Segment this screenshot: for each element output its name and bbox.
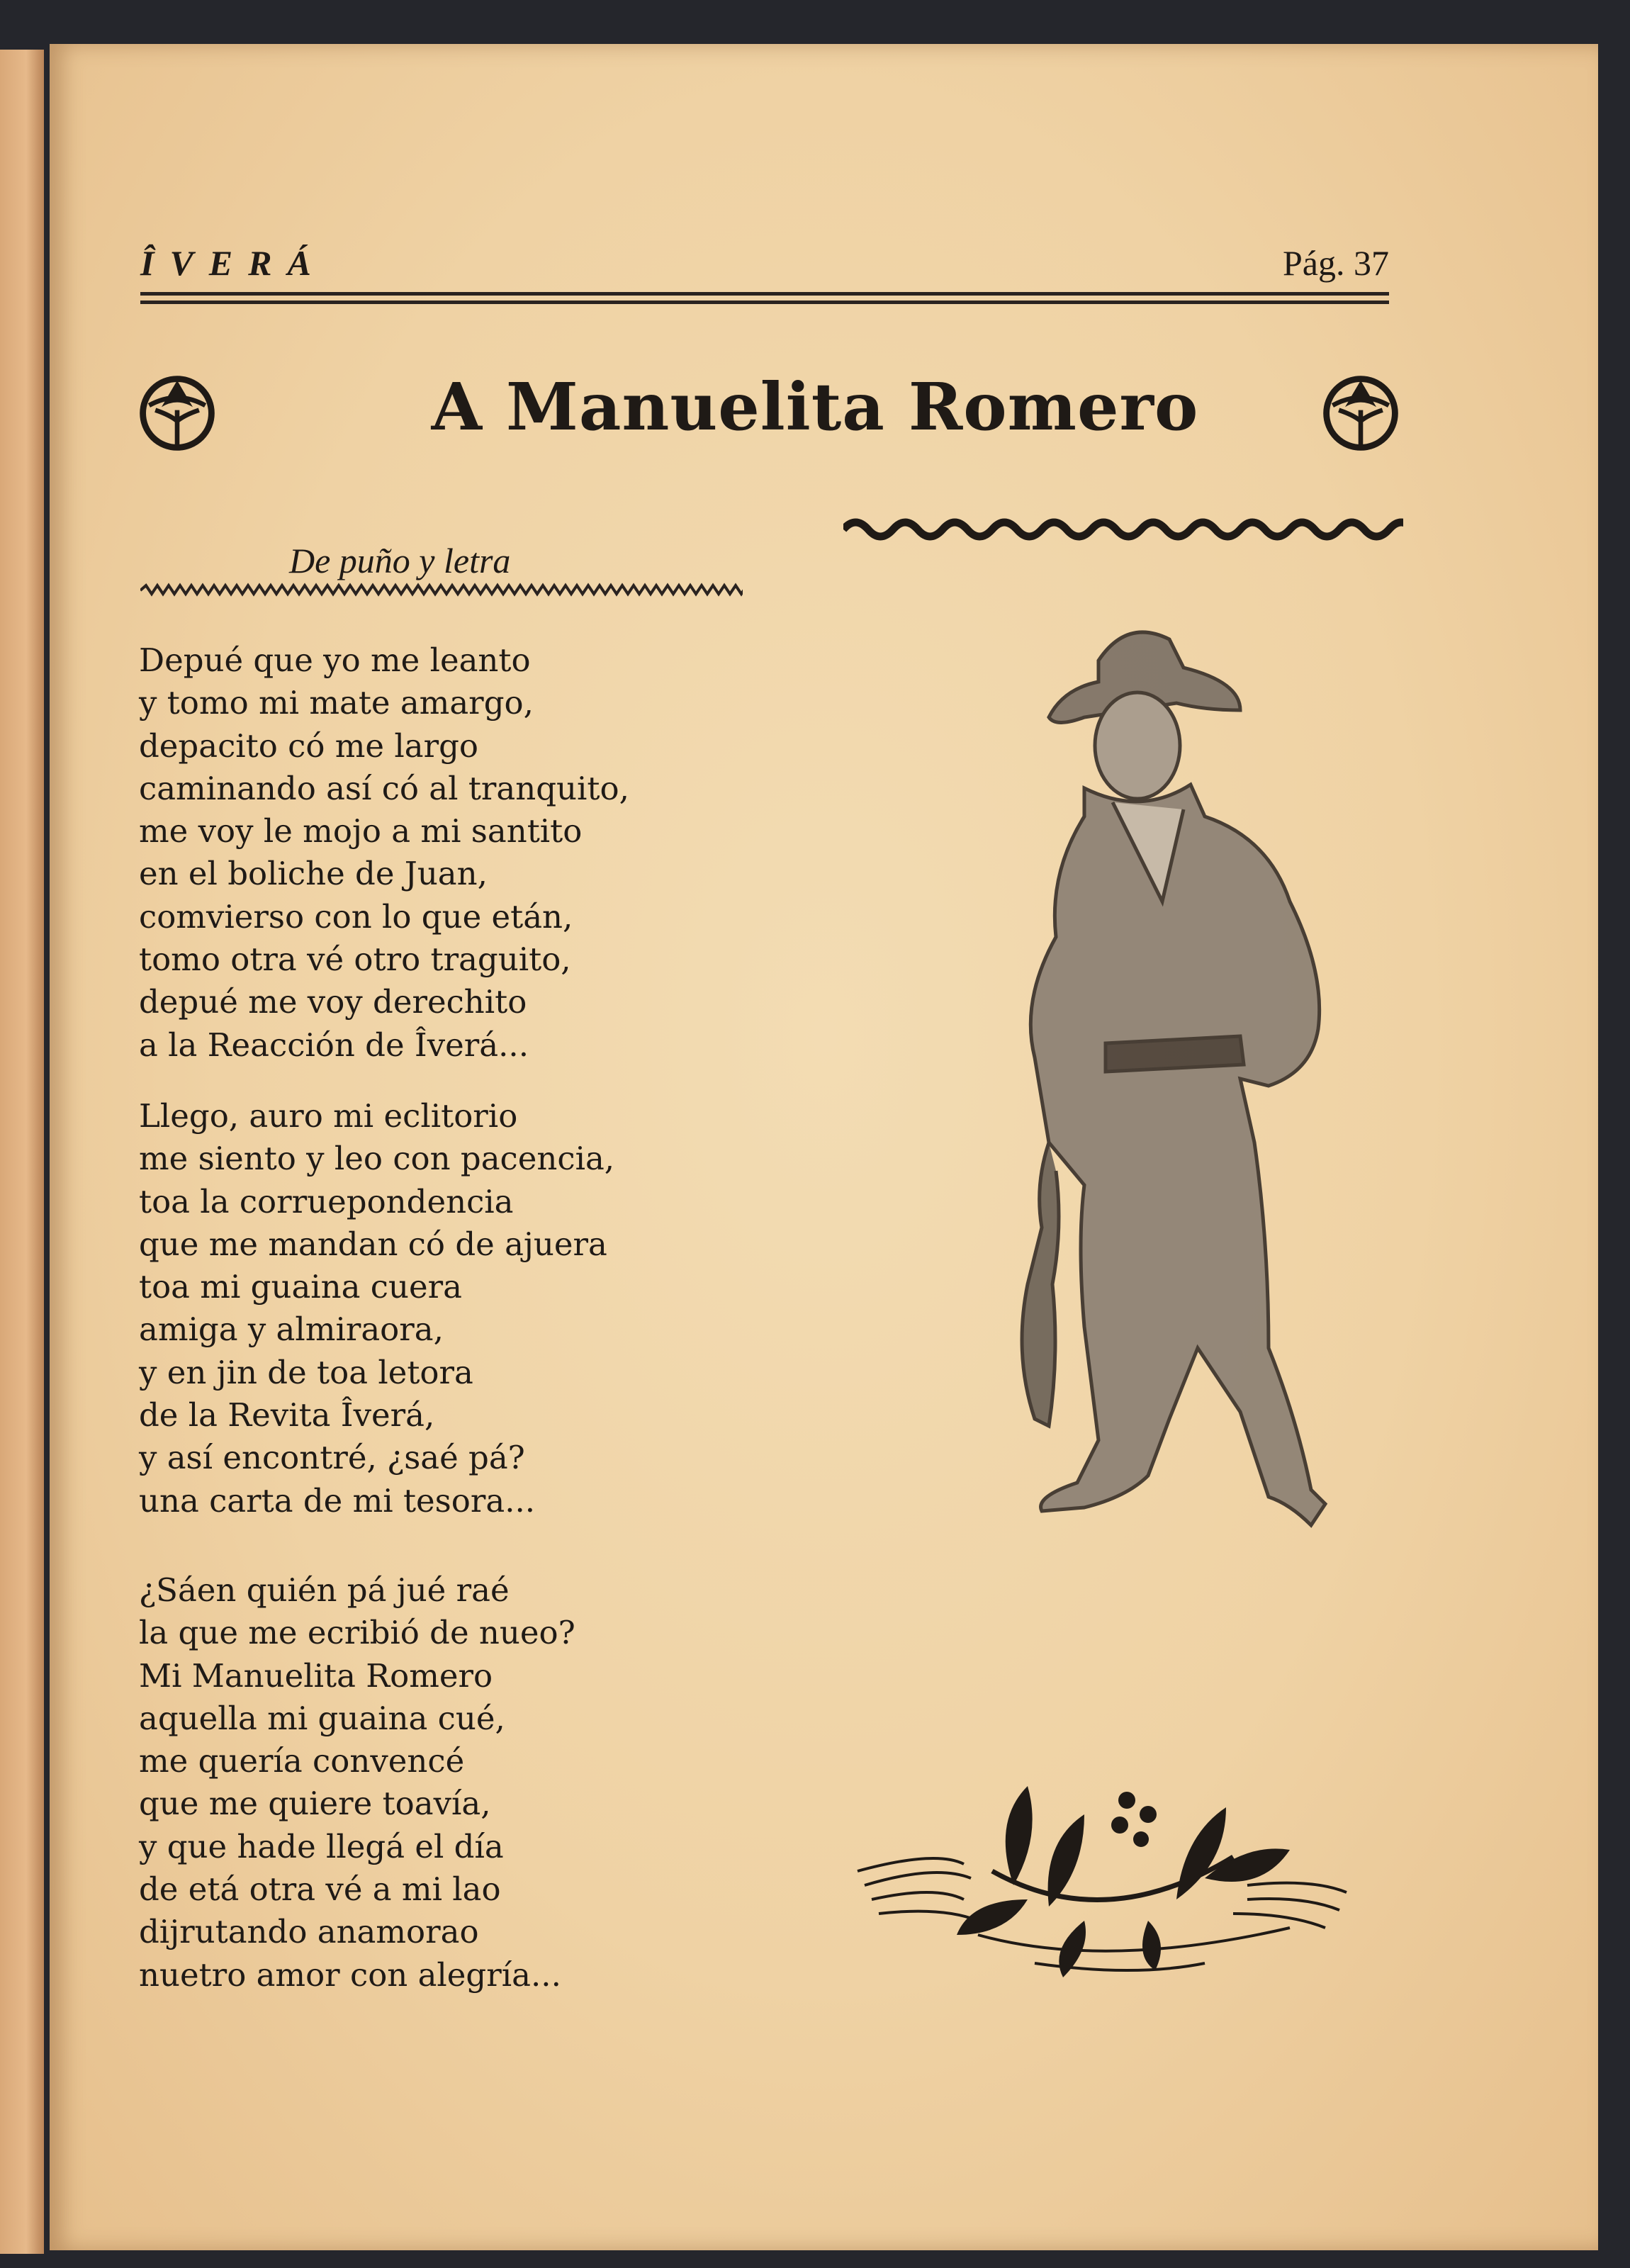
poem-line: tomo otra vé otro traguito, [139, 941, 571, 979]
poem-line: caminando así có al tranquito, [139, 769, 629, 807]
poem-line: toa mi guaina cuera [139, 1268, 462, 1306]
poem-line: depacito có me largo [139, 726, 478, 765]
poem-line: me siento y leo con pacencia, [139, 1140, 615, 1178]
poem-line: y que hade llegá el día [139, 1827, 504, 1865]
article-subtitle: De puño y letra [289, 541, 511, 580]
poem-stanza-3 [139, 1569, 575, 1997]
poem-line: a la Reacción de Îverá... [139, 1026, 529, 1064]
poem-line: aquella mi guaina cué, [139, 1699, 505, 1737]
poem-line: Llego, auro mi eclitorio [139, 1097, 518, 1135]
poem-line: me voy le mojo a mi santito [139, 812, 583, 850]
wavy-ornament [843, 512, 1403, 547]
article-title: A Manuelita Romero [431, 369, 1199, 445]
poem-line: la que me ecribió de nueo? [139, 1614, 575, 1652]
poem-line: Depué que yo me leanto [139, 641, 531, 679]
poem-line: y así encontré, ¿saé pá? [139, 1439, 525, 1477]
poem-line: nuetro amor con alegría... [139, 1955, 561, 1994]
header-rule-top [140, 292, 1389, 296]
previous-page-edge [0, 50, 44, 2254]
poem-line: de la Revita Îverá, [139, 1396, 435, 1435]
poem-line: y en jin de toa letora [139, 1353, 473, 1391]
emblem-icon-right [1322, 374, 1400, 452]
poem-line: me quería convencé [139, 1742, 465, 1780]
poem-line: ¿Sáen quién pá jué raé [139, 1571, 510, 1609]
poem-line: depué me voy derechito [139, 983, 527, 1021]
poem-line: de etá otra vé a mi lao [139, 1870, 501, 1909]
poem-line: una carta de mi tesora... [139, 1481, 536, 1520]
leaf-ornament [850, 1758, 1361, 1984]
magazine-page [50, 44, 1598, 2250]
poem-line: en el boliche de Juan, [139, 855, 488, 893]
poem-line: dijrutando anamorao [139, 1913, 479, 1951]
page-number: Pág. 37 [1283, 243, 1389, 283]
gaucho-illustration [872, 604, 1439, 1667]
running-head: ÎVERÁ [140, 243, 327, 283]
poem-line: comvierso con lo que etán, [139, 897, 573, 936]
zigzag-rule [140, 583, 743, 598]
poem-line: toa la corruepondencia [139, 1182, 514, 1220]
poem-line: que me mandan có de ajuera [139, 1225, 607, 1263]
poem-line: que me quiere toavía, [139, 1785, 491, 1823]
poem-stanza-2 [139, 1095, 614, 1522]
poem-stanza-1 [139, 639, 629, 1067]
poem-line: y tomo mi mate amargo, [139, 684, 534, 722]
poem-line: Mi Manuelita Romero [139, 1656, 493, 1695]
header-rule-bottom [140, 301, 1389, 304]
poem-line: amiga y almiraora, [139, 1310, 444, 1349]
